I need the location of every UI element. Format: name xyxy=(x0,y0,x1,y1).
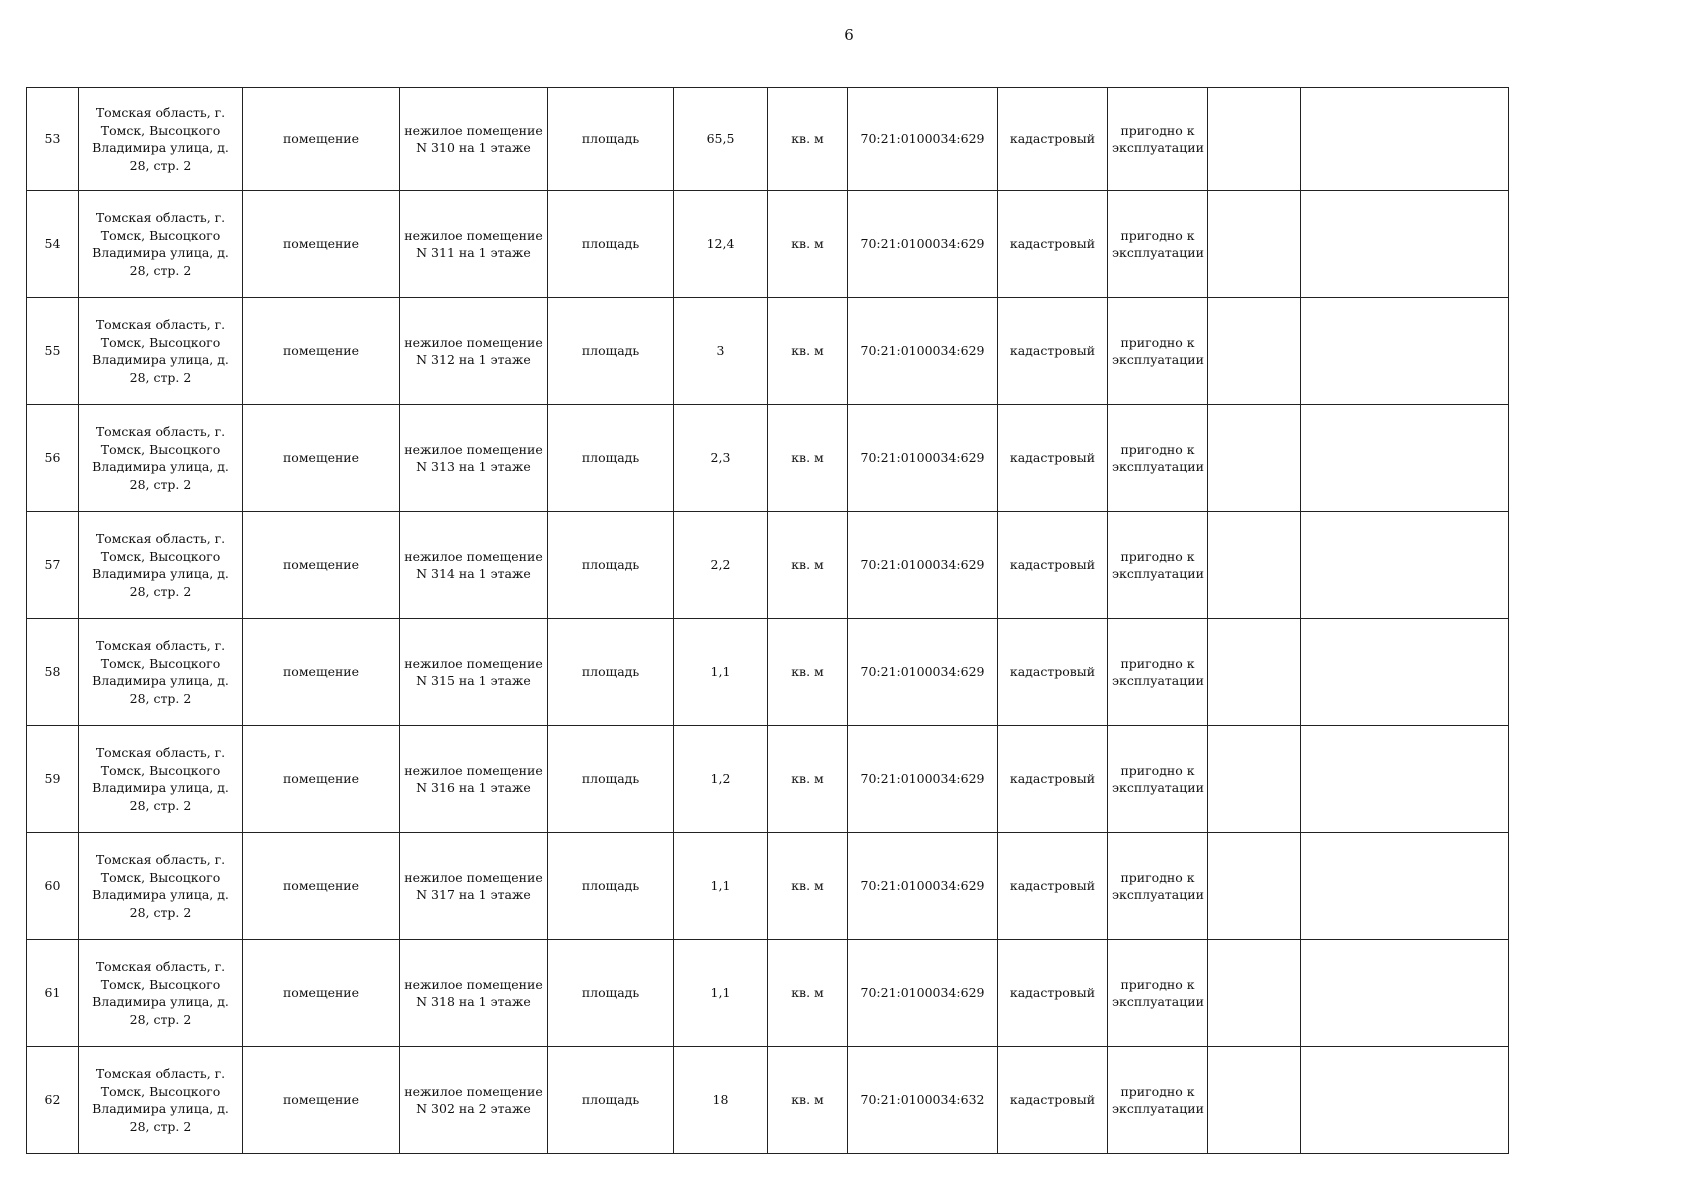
empty-cell xyxy=(1301,619,1509,726)
condition-cell: пригодно к эксплуатации xyxy=(1108,512,1208,619)
number-type-cell: кадастровый xyxy=(998,1047,1108,1154)
condition-cell: пригодно к эксплуатации xyxy=(1108,619,1208,726)
table-row xyxy=(27,88,1509,191)
row-number-cell: 54 xyxy=(27,191,79,298)
table-row xyxy=(27,833,1509,940)
empty-cell xyxy=(1301,298,1509,405)
empty-cell xyxy=(1301,191,1509,298)
value-cell: 1,1 xyxy=(674,619,768,726)
object-type-cell: помещение xyxy=(243,940,400,1047)
object-type-cell: помещение xyxy=(243,1047,400,1154)
table-row xyxy=(27,512,1509,619)
parameter-cell: площадь xyxy=(548,512,674,619)
object-name-cell: нежилое помещение N 311 на 1 этаже xyxy=(400,191,548,298)
empty-cell xyxy=(1208,833,1301,940)
address-cell: Томская область, г. Томск, Высоцкого Владимира улица, д. 28, стр. 2 xyxy=(79,512,243,619)
cadastral-number-cell: 70:21:0100034:629 xyxy=(848,619,998,726)
unit-cell: кв. м xyxy=(768,88,848,191)
parameter-cell: площадь xyxy=(548,88,674,191)
registry-table xyxy=(26,87,1509,1154)
row-number-cell: 53 xyxy=(27,88,79,191)
value-cell: 1,1 xyxy=(674,833,768,940)
address-cell: Томская область, г. Томск, Высоцкого Владимира улица, д. 28, стр. 2 xyxy=(79,88,243,191)
row-number-cell: 59 xyxy=(27,726,79,833)
empty-cell xyxy=(1208,88,1301,191)
object-type-cell: помещение xyxy=(243,191,400,298)
value-cell: 65,5 xyxy=(674,88,768,191)
object-type-cell: помещение xyxy=(243,405,400,512)
number-type-cell: кадастровый xyxy=(998,726,1108,833)
empty-cell xyxy=(1208,726,1301,833)
cadastral-number-cell: 70:21:0100034:629 xyxy=(848,191,998,298)
empty-cell xyxy=(1301,405,1509,512)
row-number-cell: 57 xyxy=(27,512,79,619)
parameter-cell: площадь xyxy=(548,191,674,298)
number-type-cell: кадастровый xyxy=(998,619,1108,726)
row-number-cell: 55 xyxy=(27,298,79,405)
address-cell: Томская область, г. Томск, Высоцкого Владимира улица, д. 28, стр. 2 xyxy=(79,726,243,833)
cadastral-number-cell: 70:21:0100034:629 xyxy=(848,940,998,1047)
object-name-cell: нежилое помещение N 316 на 1 этаже xyxy=(400,726,548,833)
address-cell: Томская область, г. Томск, Высоцкого Владимира улица, д. 28, стр. 2 xyxy=(79,833,243,940)
object-type-cell: помещение xyxy=(243,88,400,191)
object-name-cell: нежилое помещение N 302 на 2 этаже xyxy=(400,1047,548,1154)
condition-cell: пригодно к эксплуатации xyxy=(1108,726,1208,833)
condition-cell: пригодно к эксплуатации xyxy=(1108,1047,1208,1154)
empty-cell xyxy=(1208,298,1301,405)
table-row xyxy=(27,726,1509,833)
empty-cell xyxy=(1208,405,1301,512)
parameter-cell: площадь xyxy=(548,940,674,1047)
empty-cell xyxy=(1208,619,1301,726)
number-type-cell: кадастровый xyxy=(998,512,1108,619)
object-name-cell: нежилое помещение N 310 на 1 этаже xyxy=(400,88,548,191)
cadastral-number-cell: 70:21:0100034:632 xyxy=(848,1047,998,1154)
parameter-cell: площадь xyxy=(548,833,674,940)
cadastral-number-cell: 70:21:0100034:629 xyxy=(848,833,998,940)
object-name-cell: нежилое помещение N 314 на 1 этаже xyxy=(400,512,548,619)
address-cell: Томская область, г. Томск, Высоцкого Владимира улица, д. 28, стр. 2 xyxy=(79,298,243,405)
object-type-cell: помещение xyxy=(243,298,400,405)
value-cell: 18 xyxy=(674,1047,768,1154)
parameter-cell: площадь xyxy=(548,405,674,512)
address-cell: Томская область, г. Томск, Высоцкого Владимира улица, д. 28, стр. 2 xyxy=(79,405,243,512)
number-type-cell: кадастровый xyxy=(998,405,1108,512)
table-body xyxy=(27,88,1509,1154)
address-cell: Томская область, г. Томск, Высоцкого Владимира улица, д. 28, стр. 2 xyxy=(79,191,243,298)
number-type-cell: кадастровый xyxy=(998,833,1108,940)
row-number-cell: 60 xyxy=(27,833,79,940)
value-cell: 12,4 xyxy=(674,191,768,298)
object-name-cell: нежилое помещение N 317 на 1 этаже xyxy=(400,833,548,940)
condition-cell: пригодно к эксплуатации xyxy=(1108,833,1208,940)
unit-cell: кв. м xyxy=(768,405,848,512)
table-row xyxy=(27,298,1509,405)
number-type-cell: кадастровый xyxy=(998,940,1108,1047)
unit-cell: кв. м xyxy=(768,940,848,1047)
object-type-cell: помещение xyxy=(243,726,400,833)
unit-cell: кв. м xyxy=(768,619,848,726)
unit-cell: кв. м xyxy=(768,726,848,833)
empty-cell xyxy=(1208,940,1301,1047)
cadastral-number-cell: 70:21:0100034:629 xyxy=(848,405,998,512)
number-type-cell: кадастровый xyxy=(998,191,1108,298)
empty-cell xyxy=(1301,833,1509,940)
cadastral-number-cell: 70:21:0100034:629 xyxy=(848,512,998,619)
cadastral-number-cell: 70:21:0100034:629 xyxy=(848,88,998,191)
empty-cell xyxy=(1208,191,1301,298)
table-row xyxy=(27,191,1509,298)
value-cell: 2,3 xyxy=(674,405,768,512)
number-type-cell: кадастровый xyxy=(998,88,1108,191)
row-number-cell: 61 xyxy=(27,940,79,1047)
parameter-cell: площадь xyxy=(548,726,674,833)
condition-cell: пригодно к эксплуатации xyxy=(1108,405,1208,512)
unit-cell: кв. м xyxy=(768,833,848,940)
object-type-cell: помещение xyxy=(243,512,400,619)
condition-cell: пригодно к эксплуатации xyxy=(1108,191,1208,298)
parameter-cell: площадь xyxy=(548,619,674,726)
condition-cell: пригодно к эксплуатации xyxy=(1108,88,1208,191)
number-type-cell: кадастровый xyxy=(998,298,1108,405)
object-name-cell: нежилое помещение N 312 на 1 этаже xyxy=(400,298,548,405)
object-name-cell: нежилое помещение N 318 на 1 этаже xyxy=(400,940,548,1047)
empty-cell xyxy=(1301,88,1509,191)
value-cell: 2,2 xyxy=(674,512,768,619)
empty-cell xyxy=(1301,512,1509,619)
empty-cell xyxy=(1301,1047,1509,1154)
table-row xyxy=(27,619,1509,726)
address-cell: Томская область, г. Томск, Высоцкого Владимира улица, д. 28, стр. 2 xyxy=(79,619,243,726)
value-cell: 3 xyxy=(674,298,768,405)
value-cell: 1,2 xyxy=(674,726,768,833)
table-row xyxy=(27,405,1509,512)
row-number-cell: 58 xyxy=(27,619,79,726)
parameter-cell: площадь xyxy=(548,1047,674,1154)
cadastral-number-cell: 70:21:0100034:629 xyxy=(848,726,998,833)
unit-cell: кв. м xyxy=(768,191,848,298)
cadastral-number-cell: 70:21:0100034:629 xyxy=(848,298,998,405)
table-row xyxy=(27,1047,1509,1154)
page-number: 6 xyxy=(844,26,854,44)
object-name-cell: нежилое помещение N 313 на 1 этаже xyxy=(400,405,548,512)
row-number-cell: 62 xyxy=(27,1047,79,1154)
unit-cell: кв. м xyxy=(768,1047,848,1154)
empty-cell xyxy=(1208,1047,1301,1154)
empty-cell xyxy=(1208,512,1301,619)
value-cell: 1,1 xyxy=(674,940,768,1047)
object-type-cell: помещение xyxy=(243,833,400,940)
address-cell: Томская область, г. Томск, Высоцкого Владимира улица, д. 28, стр. 2 xyxy=(79,940,243,1047)
parameter-cell: площадь xyxy=(548,298,674,405)
table-row xyxy=(27,940,1509,1047)
unit-cell: кв. м xyxy=(768,512,848,619)
object-type-cell: помещение xyxy=(243,619,400,726)
empty-cell xyxy=(1301,726,1509,833)
object-name-cell: нежилое помещение N 315 на 1 этаже xyxy=(400,619,548,726)
address-cell: Томская область, г. Томск, Высоцкого Владимира улица, д. 28, стр. 2 xyxy=(79,1047,243,1154)
condition-cell: пригодно к эксплуатации xyxy=(1108,298,1208,405)
condition-cell: пригодно к эксплуатации xyxy=(1108,940,1208,1047)
empty-cell xyxy=(1301,940,1509,1047)
unit-cell: кв. м xyxy=(768,298,848,405)
row-number-cell: 56 xyxy=(27,405,79,512)
